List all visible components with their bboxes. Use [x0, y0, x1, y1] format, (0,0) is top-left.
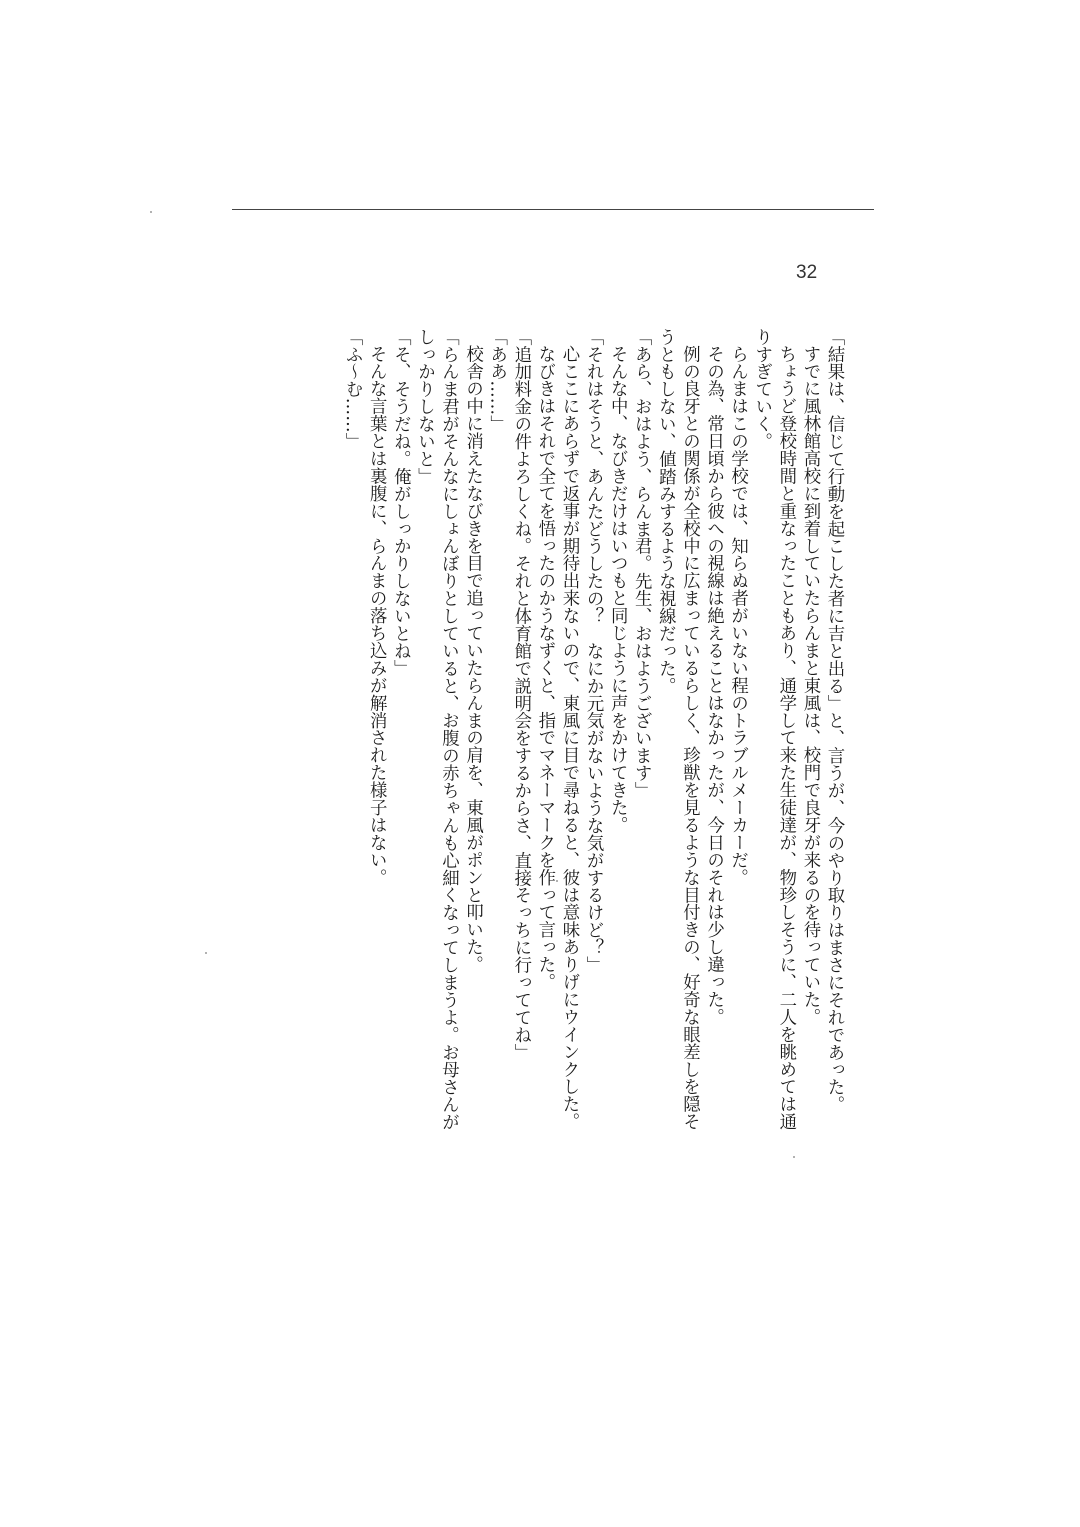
scan-speck [205, 952, 207, 954]
scan-speck [150, 211, 152, 213]
dialogue: 「ああ……」 [486, 328, 507, 433]
page-number: 32 [796, 262, 818, 283]
dialogue: 「そ、そうだね。俺がしっかりしないとね」 [390, 328, 411, 677]
scan-speck [556, 880, 558, 882]
body-text [170, 328, 846, 1148]
dialogue: 「ふ〜む……」 [342, 328, 363, 451]
paragraph: 心ここにあらずで返事が期待出来ないので、東風に目で尋ねると、彼は意味ありげにウインクした。 [558, 345, 579, 1131]
paragraph: そんな中、なびきだけはいつもと同じように声をかけてきた。 [607, 345, 628, 834]
dialogue: 「らんま君がそんなにしょんぼりとしていると、お腹の赤ちゃんも心細くなってしまうよ。お母さんがしっかりしないと」 [414, 328, 459, 1131]
paragraph: 「結果は、信じて行動を起こした者に吉と出る」と、言うが、今のやり取りはまさにそれであった。 [824, 328, 844, 1114]
header-rule [232, 209, 874, 210]
paragraph: すでに風林館高校に到着していたらんまと東風は、校門で良牙が来るのを待っていた。 [799, 345, 820, 1026]
paragraph: 例の良牙との関係が全校中に広まっているらしく、珍獣を見るような目付きの、好奇な眼差しを隠そうともしない、値踏みするような視線だった。 [655, 328, 700, 1131]
paragraph: らんまはこの学校では、知らぬ者がいない程のトラブルメーカーだ。 [727, 345, 748, 887]
scan-speck [793, 1156, 795, 1158]
paragraph: なびきはそれで全てを悟ったのかうなずくと、指でマネーマークを作って言った。 [534, 345, 555, 992]
paragraph: その為、常日頃から彼への視線は絶えることはなかったが、今日のそれは少し違った。 [703, 345, 724, 1026]
paragraph: ちょうど登校時間と重なったこともあり、通学して来た生徒達が、物珍しそうに、二人を眺めては通りすぎていく。 [751, 328, 796, 1131]
dialogue: 「それはそうと、あんたどうしたの？ なにか元気がないような気がするけど？」 [583, 328, 604, 974]
dialogue: 「あら、おはよう、らんま君。先生、おはようございます」 [631, 328, 652, 800]
dialogue: 「追加料金の件よろしくね。それと体育館で説明会をするからさ、直接そっちに行っててね」 [510, 328, 531, 1061]
paragraph: そんな言葉とは裏腹に、らんまの落ち込みが解消された様子はない。 [366, 345, 387, 887]
paragraph: 校舎の中に消えたなびきを目で追っていたらんまの肩を、東風がポンと叩いた。 [462, 345, 483, 974]
